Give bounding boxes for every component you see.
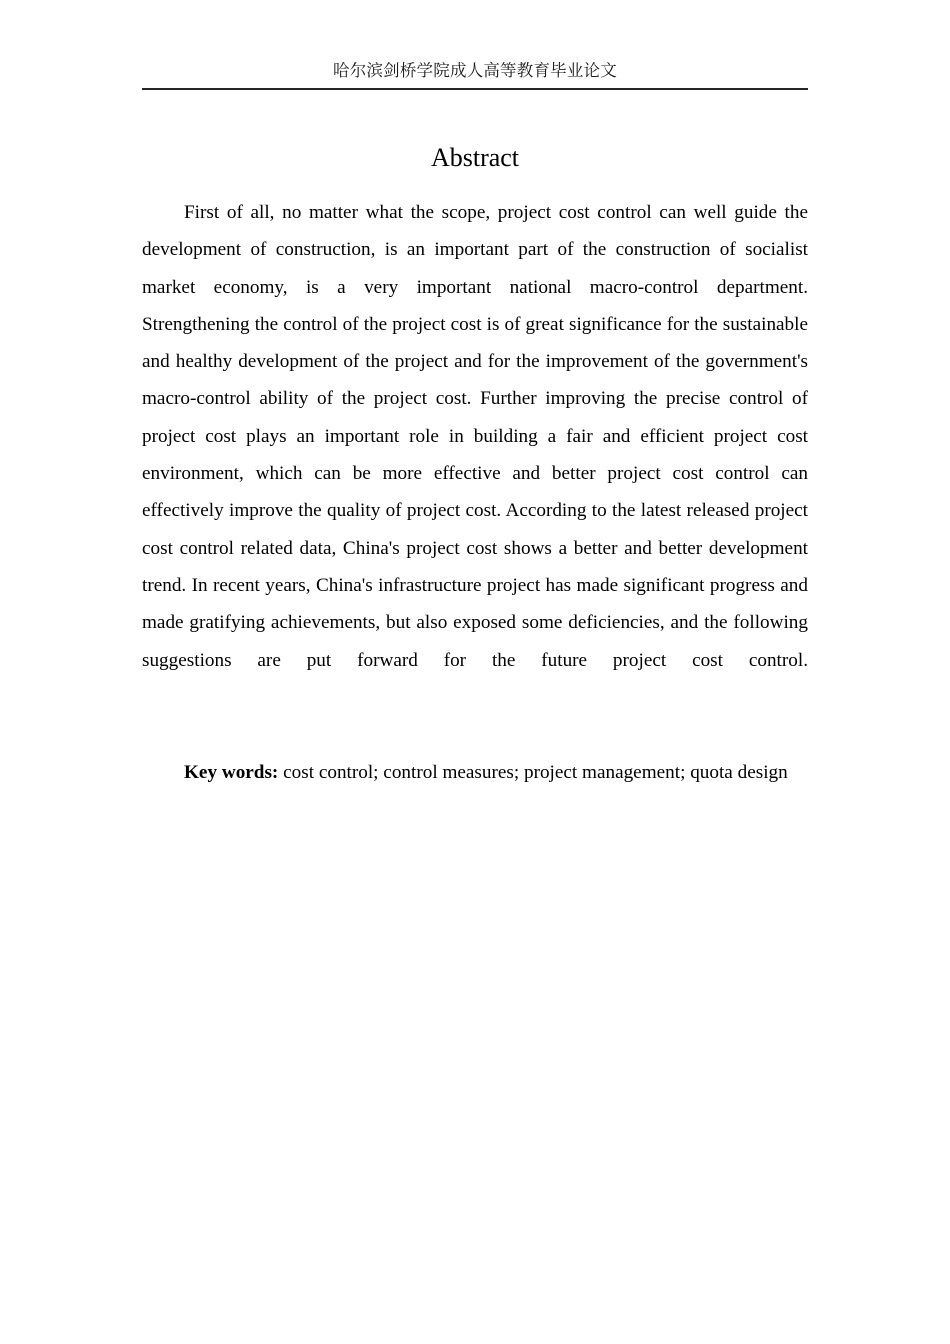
page-header [142,58,808,90]
keywords-label: Key words: [184,762,279,784]
abstract-paragraph: First of all, no matter what the scope, project cost control can well guide the development of construction, is an important part of the construction of socialist market economy, is a very important national macro-control department. Strengthening the control of the project cost is of great significance for the sustainable and healthy development of the project and for the improvement of the government's macro-control ability of the project cost. Further improving the precise control of project cost plays an important role in building a fair and efficient project cost environment, which can be more effective and better project cost control can effectively improve the quality of project cost. According to the latest released project cost control related data, China's project cost shows a better and better development trend. In recent years, China's infrastructure project has made significant progress and made gratifying achievements, but also exposed some deficiencies, and the following suggestions are put forward for the future project cost control. [142,202,808,671]
page-title: Abstract [430,143,520,172]
running-header-title: 哈尔滨剑桥学院成人高等教育毕业论文 [333,61,617,80]
keywords-value: cost control; control measures; project management; quota design [278,762,788,784]
header-divider-rule [142,88,808,90]
paragraph-spacer [142,716,808,754]
keywords-line [142,754,808,791]
document-content [142,138,808,791]
